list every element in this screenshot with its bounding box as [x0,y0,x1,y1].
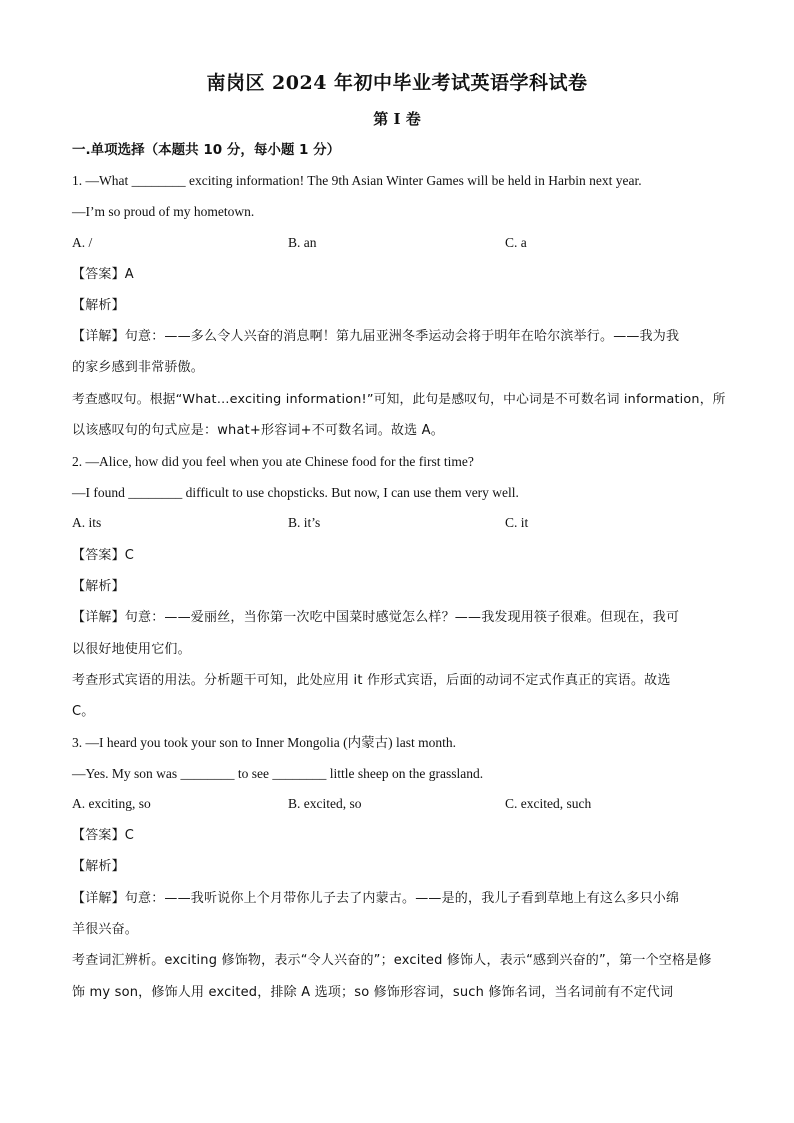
q1-detail-line4: 以该感叹句的句式应是：what+形容词+不可数名词。故选 A。 [72,423,444,438]
q3-stem-line2: —Yes. My son was ________ to see ________ little sheep on the grassland. [72,766,484,781]
q1-stem-line2: —I’m so proud of my hometown. [72,204,255,219]
q3-option-b: B. excited, so [288,796,362,811]
q1-stem-line1: 1. —What ________ exciting information! The 9th Asian Winter Games will be held in Harbin next year. [72,173,642,188]
q2-detail-line3: 考查形式宾语的用法。分析题干可知，此处应用 it 作形式宾语，后面的动词不定式作真正的宾语。故选 [72,673,671,688]
q3-answer: 【答案】C [72,828,135,843]
q3-detail-line2: 羊很兴奋。 [72,922,139,937]
q2-answer: 【答案】C [72,548,135,563]
exam-title: 南岗区 2024 年初中毕业考试英语学科试卷 [206,72,588,94]
volume-label: 第 I 卷 [373,110,421,128]
q1-option-a: A. / [72,235,93,250]
q1-answer: 【答案】A [72,267,134,282]
q2-stem-line2: —I found ________ difficult to use chopsticks. But now, I can use them very well. [72,485,519,500]
q2-detail-line1: 【详解】句意：——爱丽丝，当你第一次吃中国菜时感觉怎么样？——我发现用筷子很难。但现在，我可 [72,610,680,625]
q3-option-a: A. exciting, so [72,796,151,811]
q2-stem-line1: 2. —Alice, how did you feel when you ate Chinese food for the first time? [72,454,474,469]
q3-option-c: C. excited, such [505,796,592,811]
q3-detail-line4: 饰 my son，修饰人用 excited，排除 A 选项；so 修饰形容词，such 修饰名词，当名词前有不定代词 [72,985,674,1000]
q1-detail-line2: 的家乡感到非常骄傲。 [72,360,205,375]
q2-analysis-label: 【解析】 [72,579,125,594]
q2-option-a: A. its [72,515,102,530]
section-heading: 一.单项选择（本题共 10 分，每小题 1 分） [72,142,341,158]
q3-analysis-label: 【解析】 [72,859,125,874]
q2-detail-line2: 以很好地使用它们。 [72,642,191,657]
q1-option-c: C. a [505,235,527,250]
q3-detail-line3: 考查词汇辨析。exciting 修饰物，表示“令人兴奋的”；excited 修饰人，表示“感到兴奋的”，第一个空格是修 [72,953,712,968]
q1-option-b: B. an [288,235,317,250]
q2-option-c: C. it [505,515,529,530]
q2-option-b: B. it’s [288,515,321,530]
q3-detail-line1: 【详解】句意：——我听说你上个月带你儿子去了内蒙古。——是的，我儿子看到草地上有这么多只小绵 [72,891,680,906]
q2-detail-line4: C。 [72,704,95,719]
q3-stem-line1: 3. —I heard you took your son to Inner Mongolia (内蒙古) last month. [72,735,456,750]
q1-analysis-label: 【解析】 [72,298,125,313]
q1-detail-line1: 【详解】句意：——多么令人兴奋的消息啊！第九届亚洲冬季运动会将于明年在哈尔滨举行。——我为我 [72,329,680,344]
q1-detail-line3: 考查感叹句。根据“What…exciting information!”可知，此句是感叹句，中心词是不可数名词 information，所 [72,392,726,407]
